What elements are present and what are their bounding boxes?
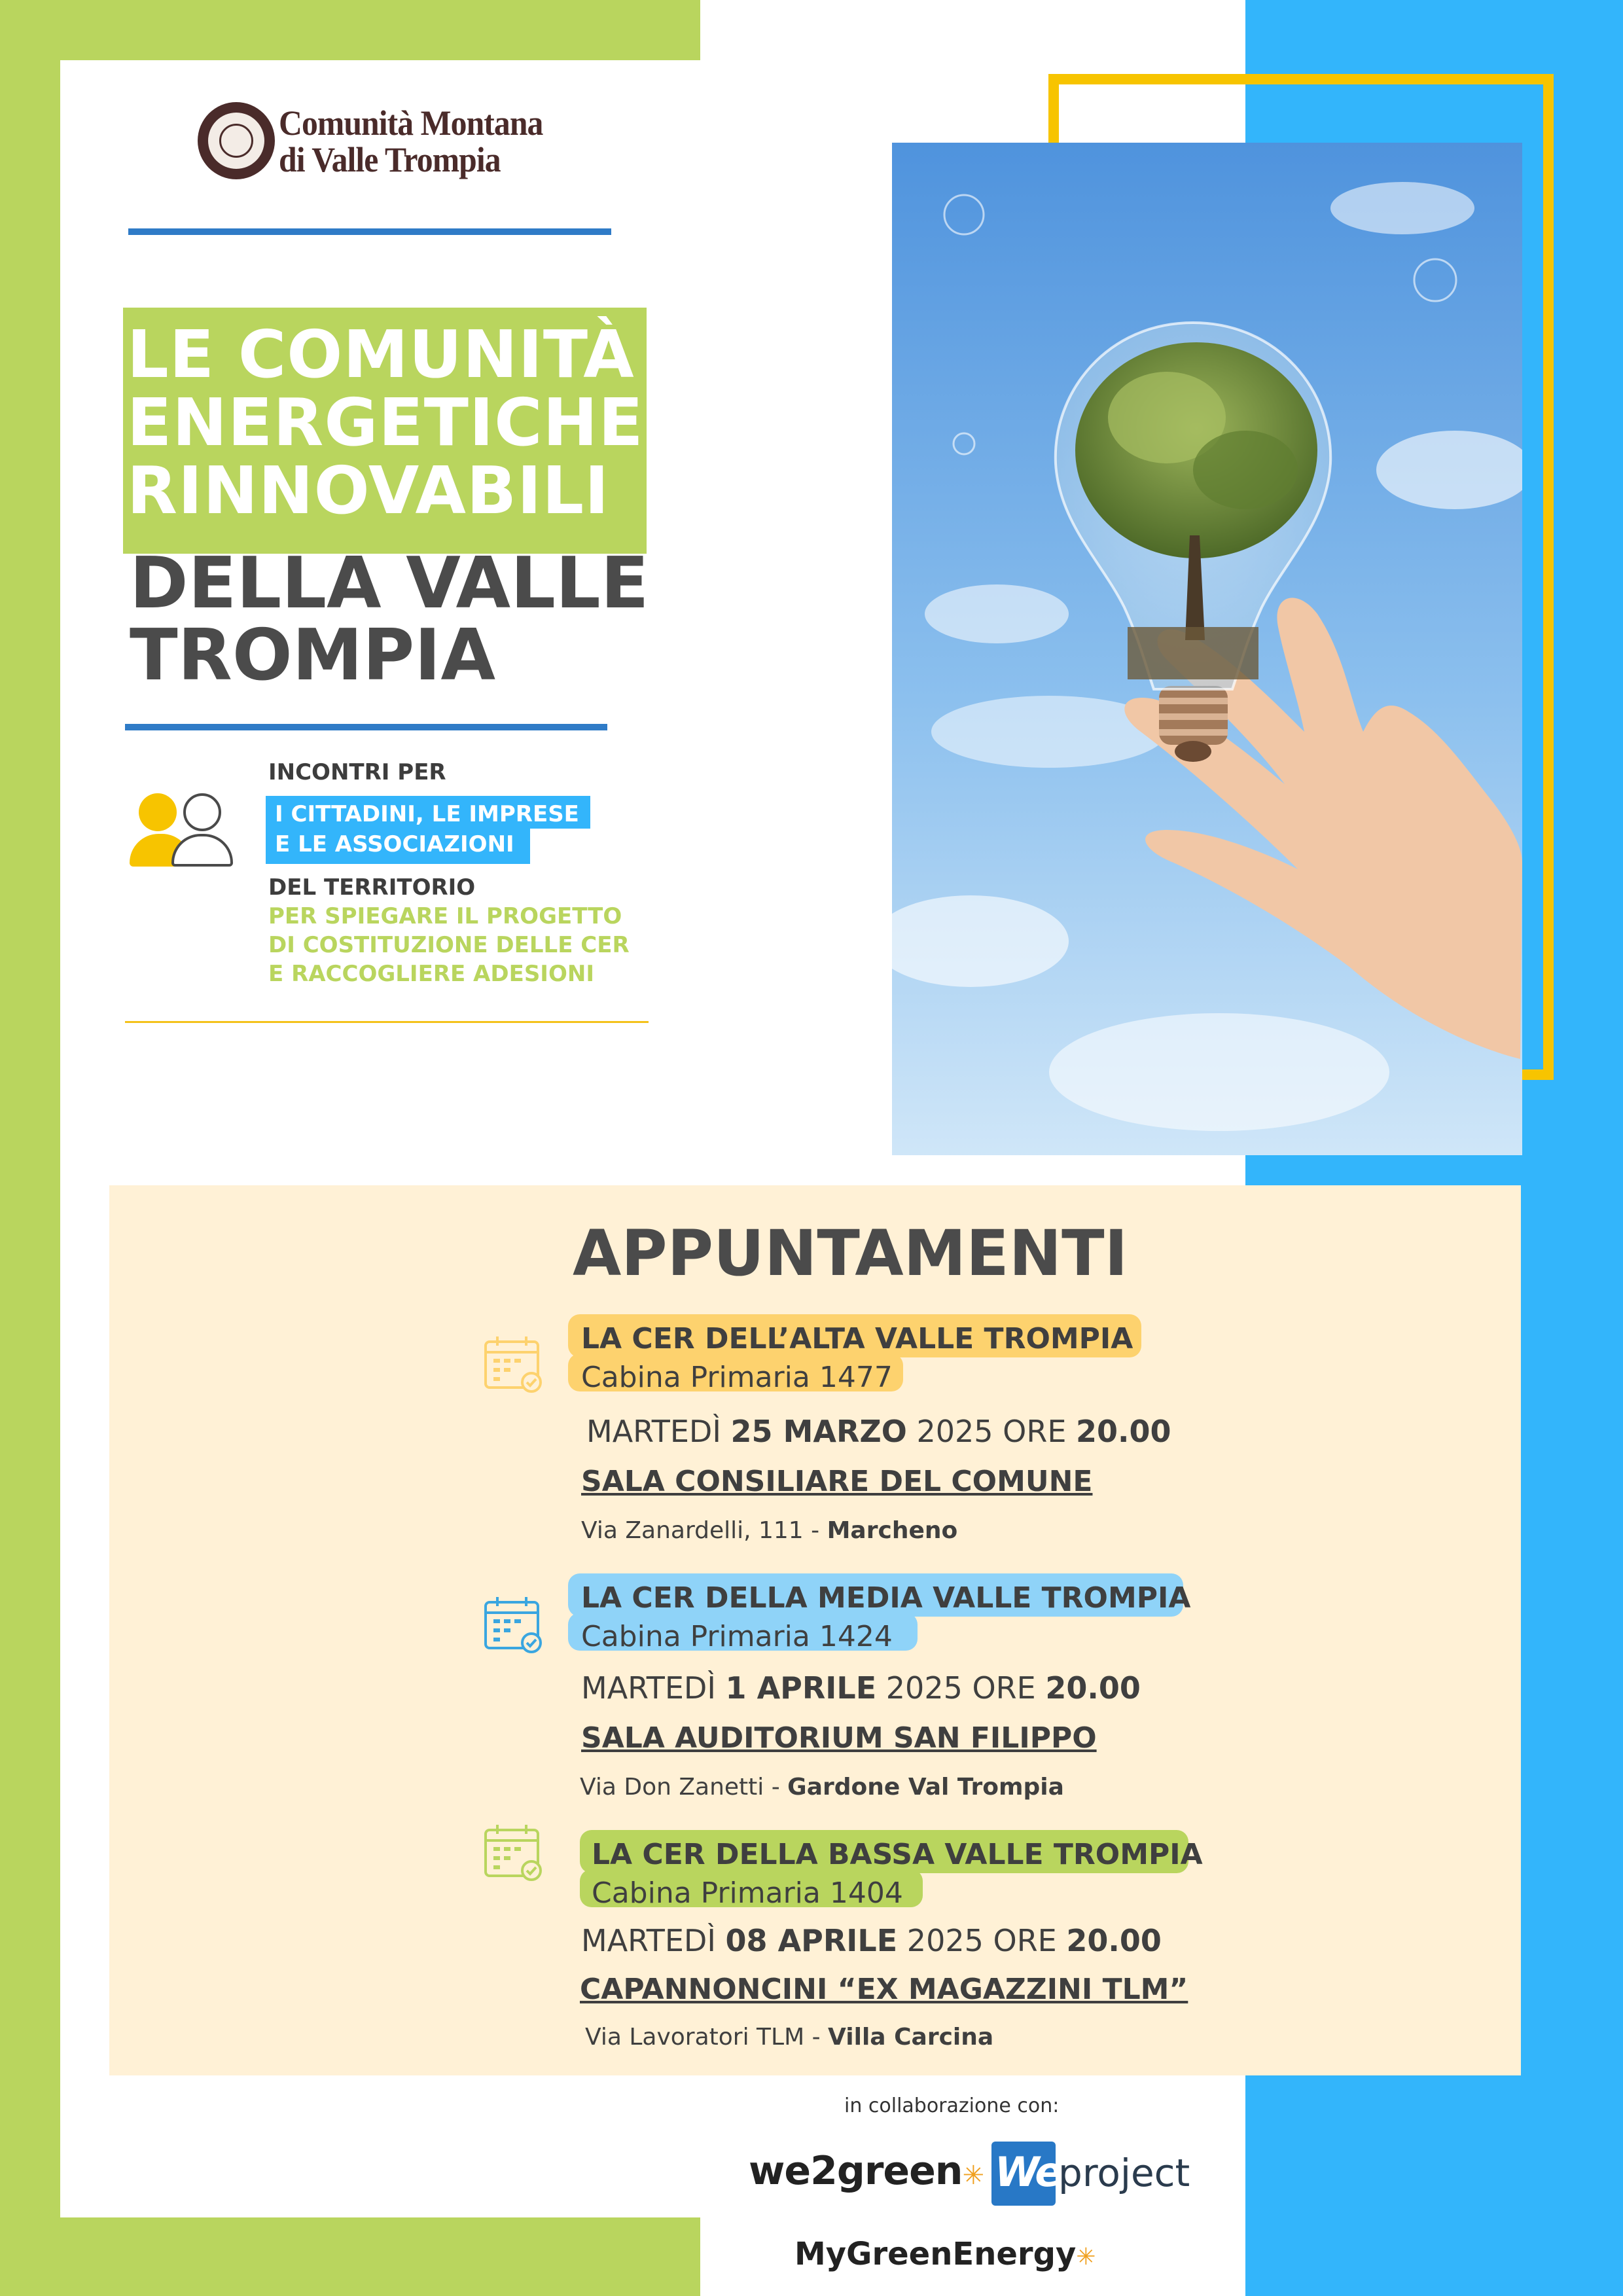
calendar-check-icon (483, 1822, 544, 1881)
event1-date: MARTEDÌ 25 MARZO 2025 ORE 20.00 (586, 1414, 1171, 1449)
collaboration-label: in collaborazione con: (844, 2094, 1060, 2117)
intro-purpose-line3: E RACCOGLIERE ADESIONI (268, 961, 594, 987)
event1-name: LA CER DELL’ALTA VALLE TROMPIA (581, 1322, 1133, 1355)
calendar-check-icon (483, 1334, 544, 1393)
event3-address: Via Lavoratori TLM - Villa Carcina (585, 2024, 994, 2051)
intro-purpose-line1: PER SPIEGARE IL PROGETTO (268, 903, 622, 929)
we2green-logo: we2green✳ (749, 2148, 984, 2194)
intro-target-line1: I CITTADINI, LE IMPRESE (275, 801, 579, 827)
page-title-line3: RINNOVABILI (127, 452, 610, 529)
page-title-line5: TROMPIA (130, 615, 496, 696)
event3-venue: CAPANNONCINI “EX MAGAZZINI TLM” (580, 1973, 1188, 2006)
event2-date: MARTEDÌ 1 APRILE 2025 ORE 20.00 (581, 1670, 1141, 1706)
page-title-line4: DELLA VALLE (130, 543, 649, 624)
person-outline-icon (183, 793, 221, 831)
event1-cabina: Cabina Primaria 1477 (581, 1361, 893, 1394)
calendar-check-icon (483, 1594, 544, 1653)
event2-cabina: Cabina Primaria 1424 (581, 1620, 893, 1653)
logo-text-line2: di Valle Trompia (279, 140, 501, 179)
person-filled-icon (139, 793, 177, 831)
weproject-logo-text: project (1058, 2151, 1190, 2195)
divider-yellow (125, 1021, 649, 1023)
page-title-line2: ENERGETICHE (127, 384, 644, 461)
event2-address: Via Don Zanetti - Gardone Val Trompia (580, 1774, 1064, 1801)
event3-name: LA CER DELLA BASSA VALLE TROMPIA (592, 1838, 1203, 1871)
page-title-line1: LE COMUNITÀ (127, 316, 635, 393)
event2-venue: SALA AUDITORIUM SAN FILIPPO (581, 1721, 1097, 1755)
intro-purpose-line2: DI COSTITUZIONE DELLE CER (268, 932, 630, 958)
lightbulb-tree-image (892, 143, 1522, 1155)
event1-venue: SALA CONSILIARE DEL COMUNE (581, 1465, 1093, 1498)
logo-seal-core (219, 124, 253, 158)
event3-date: MARTEDÌ 08 APRILE 2025 ORE 20.00 (581, 1923, 1162, 1958)
intro-target-line2: E LE ASSOCIAZIONI (275, 831, 514, 857)
divider-top (128, 228, 611, 235)
logo-text-line1: Comunità Montana (279, 103, 543, 143)
weproject-logo-mark: We (995, 2148, 1061, 2196)
event3-cabina: Cabina Primaria 1404 (592, 1876, 903, 1910)
appointments-title: APPUNTAMENTI (573, 1217, 1128, 1290)
divider-middle (125, 724, 607, 730)
event1-address: Via Zanardelli, 111 - Marcheno (581, 1517, 958, 1544)
event2-name: LA CER DELLA MEDIA VALLE TROMPIA (581, 1581, 1191, 1615)
mygreenenergy-logo: MyGreenEnergy✳ (794, 2236, 1096, 2272)
intro-heading: INCONTRI PER (268, 759, 446, 785)
intro-territorio: DEL TERRITORIO (268, 874, 476, 901)
